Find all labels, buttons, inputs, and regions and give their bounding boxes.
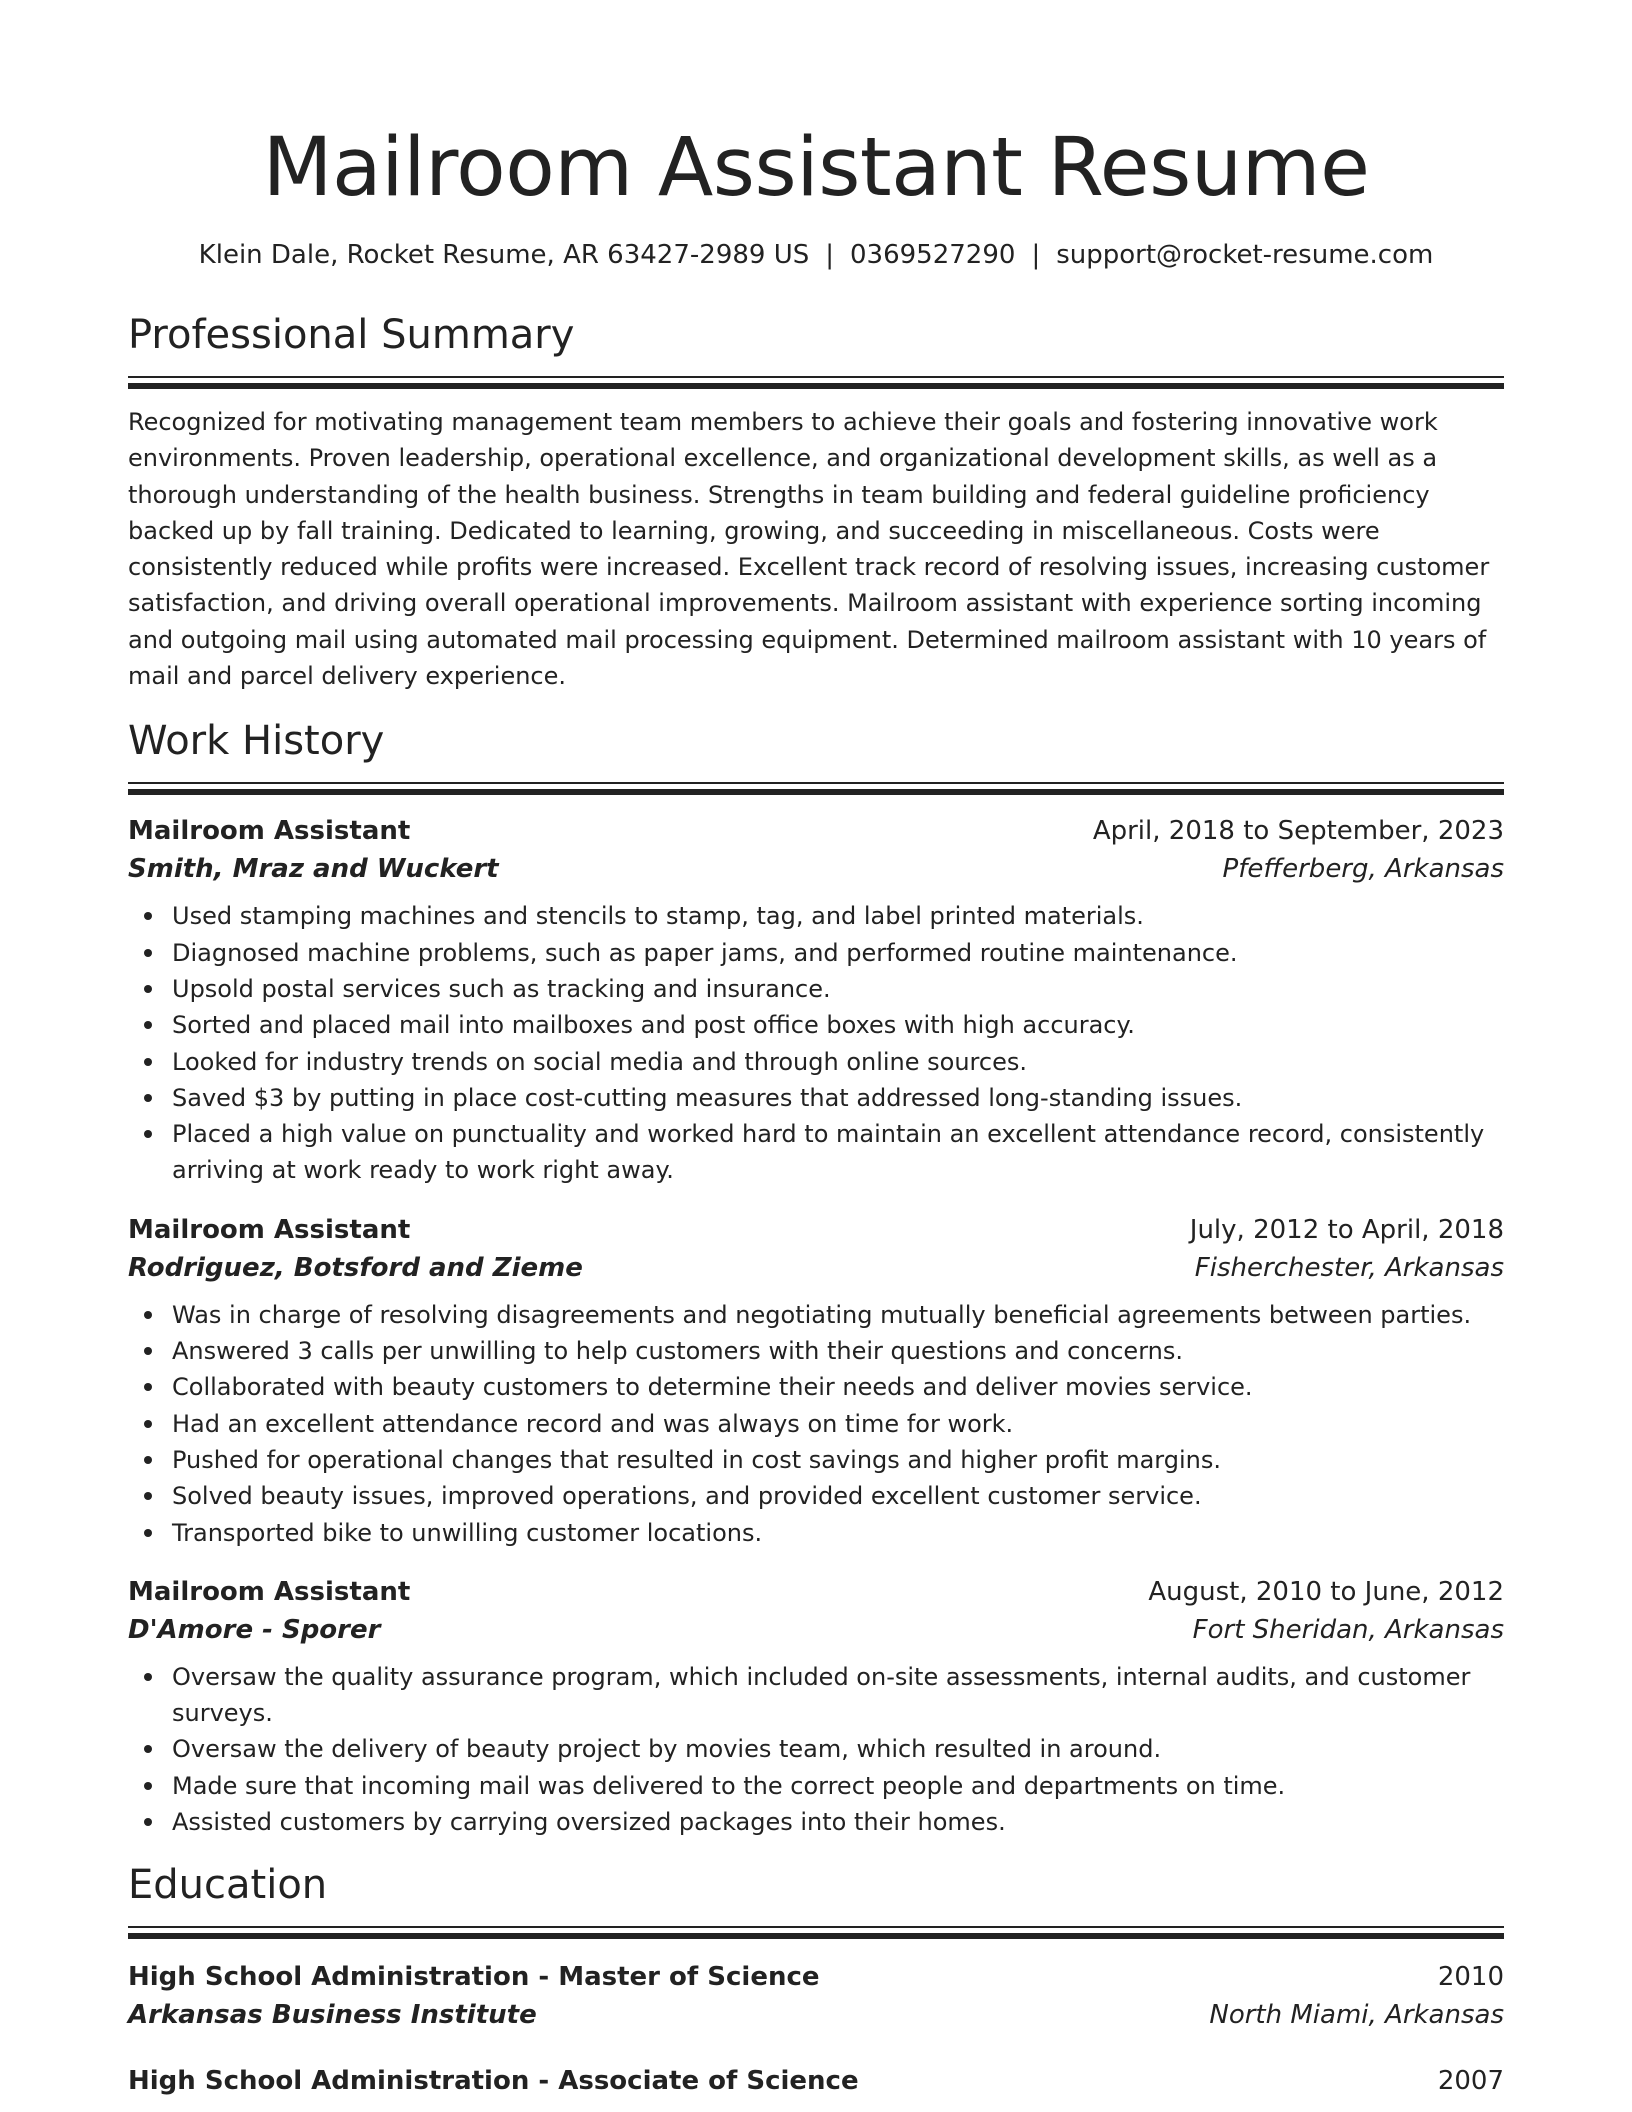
contact-phone: 0369527290 bbox=[850, 240, 1016, 270]
job-bullet: Oversaw the delivery of beauty project by movies team, which resulted in around. bbox=[128, 1731, 1504, 1767]
job-bullet: Sorted and placed mail into mailboxes and post office boxes with high accuracy. bbox=[128, 1007, 1504, 1043]
job-bullet: Used stamping machines and stencils to stamp, tag, and label printed materials. bbox=[128, 898, 1504, 934]
job-dates: April, 2018 to September, 2023 bbox=[1092, 816, 1504, 847]
job-company: Smith, Mraz and Wuckert bbox=[128, 854, 499, 885]
job-bullet: Pushed for operational changes that resulted in cost savings and higher profit margins. bbox=[128, 1442, 1504, 1478]
job-bullets bbox=[128, 1297, 1504, 1551]
job-title: Mailroom Assistant bbox=[128, 816, 411, 847]
education-year: 2007 bbox=[1437, 2066, 1504, 2097]
job-dates: August, 2010 to June, 2012 bbox=[1148, 1576, 1504, 1607]
contact-email: support@rocket-resume.com bbox=[1056, 240, 1434, 270]
job-bullet: Had an excellent attendance record and was always on time for work. bbox=[128, 1406, 1504, 1442]
section-title-summary: Professional Summary bbox=[128, 312, 575, 358]
job-bullet: Upsold postal services such as tracking and insurance. bbox=[128, 971, 1504, 1007]
job-location: Fort Sheridan, Arkansas bbox=[1192, 1614, 1504, 1645]
job-bullet: Answered 3 calls per unwilling to help customers with their questions and concerns. bbox=[128, 1333, 1504, 1369]
education-degree: High School Administration - Associate of Science bbox=[128, 2066, 859, 2097]
job-bullet: Made sure that incoming mail was delivered to the correct people and departments on time. bbox=[128, 1768, 1504, 1804]
contact-separator: | bbox=[1031, 240, 1041, 270]
section-divider bbox=[128, 376, 1504, 390]
contact-line bbox=[128, 238, 1504, 272]
job-bullet: Placed a high value on punctuality and worked hard to maintain an excellent attendance record, consistently arriving at work ready to work right away. bbox=[128, 1116, 1504, 1189]
education-entry bbox=[128, 2062, 1504, 2100]
contact-address: Klein Dale, Rocket Resume, AR 63427-2989 US bbox=[198, 240, 810, 270]
job-entry bbox=[128, 1211, 1504, 1551]
section-title-education: Education bbox=[128, 1862, 328, 1909]
section-divider bbox=[128, 1926, 1504, 1940]
professional-summary-section bbox=[128, 310, 1504, 694]
job-entry bbox=[128, 812, 1504, 1188]
job-bullet: Saved $3 by putting in place cost-cutting measures that addressed long-standing issues. bbox=[128, 1080, 1504, 1116]
job-bullet: Transported bike to unwilling customer locations. bbox=[128, 1515, 1504, 1551]
job-title: Mailroom Assistant bbox=[128, 1214, 411, 1245]
section-divider bbox=[128, 782, 1504, 796]
job-dates: July, 2012 to April, 2018 bbox=[1189, 1214, 1504, 1245]
job-bullets bbox=[128, 1659, 1504, 1840]
job-title: Mailroom Assistant bbox=[128, 1576, 411, 1607]
education-location: North Miami, Arkansas bbox=[1209, 2000, 1504, 2031]
resume-title: Mailroom Assistant Resume bbox=[262, 121, 1370, 215]
job-location: Fisherchester, Arkansas bbox=[1194, 1252, 1504, 1283]
work-history-section bbox=[128, 716, 1504, 1840]
job-bullet: Oversaw the quality assurance program, which included on-site assessments, internal audits, and customer surveys. bbox=[128, 1659, 1504, 1732]
summary-text: Recognized for motivating management team members to achieve their goals and fostering innovative work environments. Proven leadership, operational excellence, and organizational development skills, as well as a thorough understanding of the health business. Strengths in team building and federal guideline proficiency backed up by fall training. Dedicated to learning, growing, and succeeding in miscellaneous. Costs were consistently reduced while profits were increased. Excellent track record of resolving issues, increasing customer satisfaction, and driving overall operational improvements. Mailroom assistant with experience sorting incoming and outgoing mail using automated mail processing equipment. Determined mailroom assistant with 10 years of mail and parcel delivery experience. bbox=[128, 408, 1490, 691]
job-bullet: Assisted customers by carrying oversized packages into their homes. bbox=[128, 1804, 1504, 1840]
job-bullets bbox=[128, 898, 1504, 1188]
job-bullet: Collaborated with beauty customers to determine their needs and deliver movies service. bbox=[128, 1369, 1504, 1405]
job-bullet: Looked for industry trends on social media and through online sources. bbox=[128, 1044, 1504, 1080]
education-section bbox=[128, 1860, 1504, 2100]
education-year: 2010 bbox=[1437, 1962, 1504, 1993]
job-bullet: Solved beauty issues, improved operations, and provided excellent customer service. bbox=[128, 1478, 1504, 1514]
education-school: Arkansas Business Institute bbox=[128, 2000, 537, 2031]
job-bullet: Diagnosed machine problems, such as paper jams, and performed routine maintenance. bbox=[128, 935, 1504, 971]
contact-separator: | bbox=[825, 240, 835, 270]
job-bullet: Was in charge of resolving disagreements and negotiating mutually beneficial agreements between parties. bbox=[128, 1297, 1504, 1333]
education-entry bbox=[128, 1958, 1504, 2034]
job-company: Rodriguez, Botsford and Zieme bbox=[128, 1252, 583, 1283]
job-company: D'Amore - Sporer bbox=[128, 1614, 381, 1645]
job-entry bbox=[128, 1573, 1504, 1840]
section-title-work: Work History bbox=[128, 718, 385, 765]
education-degree: High School Administration - Master of Science bbox=[128, 1962, 820, 1993]
job-location: Pfefferberg, Arkansas bbox=[1222, 854, 1504, 885]
